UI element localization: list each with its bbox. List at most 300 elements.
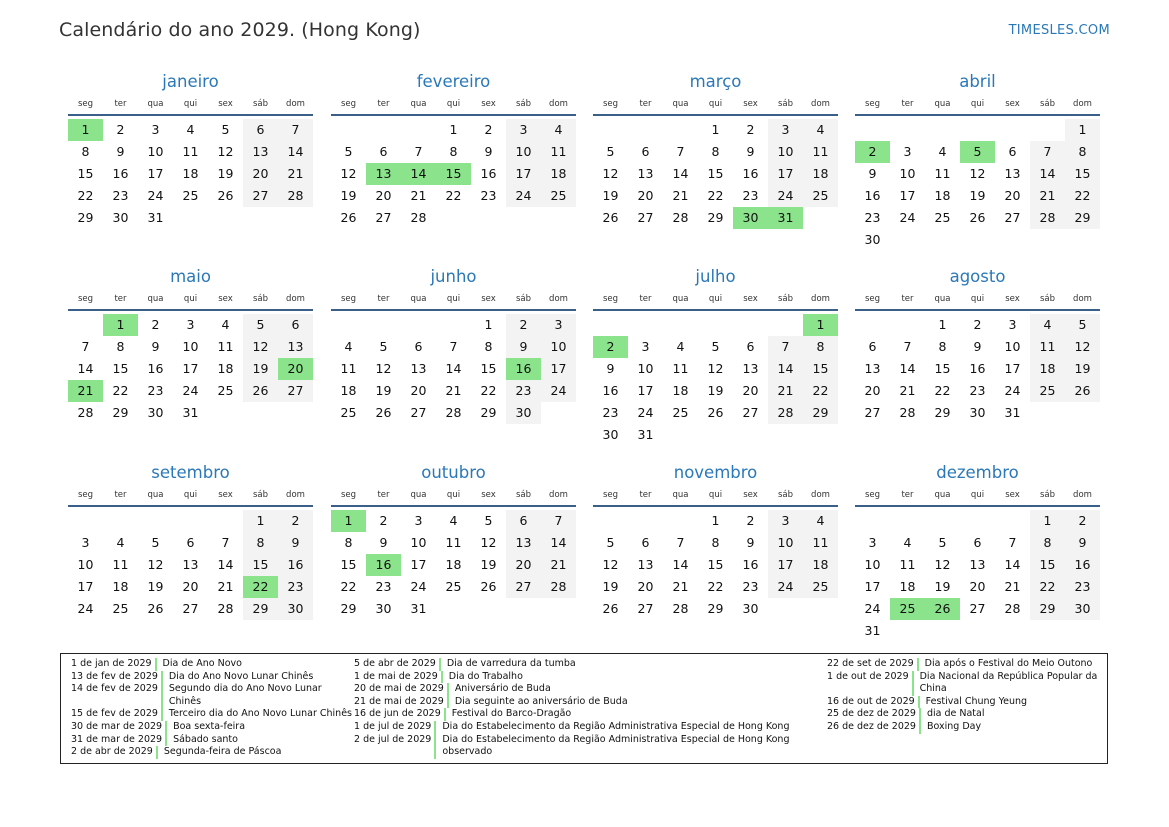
holiday-marker [444,708,446,721]
day-cell: 6 [414,339,423,354]
day-cell: 6 [973,535,982,550]
day-cell: 13 [410,361,427,376]
day-cell: 25 [934,210,951,225]
day-cell: 6 [379,144,388,159]
holiday-name: Dia de varredura da tumba [446,658,576,669]
day-cell: 20 [410,383,427,398]
month-title: abril [959,72,996,91]
day-cell: 12 [969,166,986,181]
day-cell: 23 [375,579,392,594]
day-cell: 25 [182,188,199,203]
day-cell: 16 [864,188,881,203]
empty-cell [628,510,663,532]
day-cell: 12 [707,361,724,376]
empty-cell [995,510,1030,532]
day-cell: 24 [182,383,199,398]
day-cell: 11 [445,535,462,550]
day-cell: 19 [243,358,278,380]
day-cell: 17 [541,358,576,380]
empty-cell [890,314,925,336]
day-cell: 4 [803,510,838,532]
day-grid [855,510,1100,642]
day-cell: 18 [934,188,951,203]
day-cell: 6 [641,144,650,159]
month-title: agosto [949,267,1006,286]
empty-cell [366,119,401,141]
legend-row [71,683,356,708]
day-cell: 12 [602,557,619,572]
holiday-day-cell: 16 [366,554,401,576]
day-cell: 11 [934,166,951,181]
day-cell: 2 [116,122,125,137]
day-cell: 3 [414,513,423,528]
day-cell: 27 [637,210,654,225]
weekday-label: seg [77,490,94,500]
day-cell: 29 [803,402,838,424]
day-cell: 6 [641,535,650,550]
holiday-day-cell: 30 [733,207,768,229]
day-cell: 18 [803,554,838,576]
day-cell: 10 [768,532,803,554]
day-cell: 28 [899,405,916,420]
holiday-day-cell: 1 [803,314,838,336]
weekday-label: sáb [252,294,269,304]
day-cell: 27 [375,210,392,225]
day-cell: 16 [278,554,313,576]
holiday-day-cell: 16 [506,358,541,380]
day-cell: 9 [973,339,982,354]
day-cell: 18 [899,579,916,594]
weekday-label: qui [183,99,198,109]
month-title: maio [170,267,211,286]
holiday-date: 16 de out de 2029 [827,695,915,707]
empty-cell [208,510,243,532]
day-cell: 31 [182,405,199,420]
day-cell: 5 [379,339,388,354]
weekday-label: sex [218,490,233,500]
weekday-label: dom [811,99,830,109]
weekday-label: qui [970,294,985,304]
month-title: janeiro [162,72,219,91]
day-cell: 25 [803,576,838,598]
day-cell: 27 [637,601,654,616]
day-cell: 10 [77,557,94,572]
holiday-date: 13 de fev de 2029 [71,670,158,682]
day-cell: 9 [746,144,755,159]
day-cell: 8 [803,336,838,358]
day-cell: 9 [151,339,160,354]
day-cell: 3 [541,314,576,336]
holiday-name: Segunda-feira de Páscoa [163,746,282,758]
day-cell: 9 [484,144,493,159]
weekday-label: dom [286,294,305,304]
empty-cell [1030,119,1065,141]
holiday-marker [439,658,441,671]
weekday-label: ter [639,294,652,304]
day-cell: 29 [112,405,129,420]
holiday-name: Dia do Ano Novo Lunar Chinês [168,670,314,682]
holiday-day-cell: 20 [278,358,313,380]
day-cell: 22 [480,383,497,398]
day-cell: 15 [1030,554,1065,576]
day-cell: 27 [278,380,313,402]
day-cell: 7 [221,535,230,550]
weekday-label: qui [446,294,461,304]
holiday-name: Dia Nacional da República Popular da China [919,670,1098,695]
day-cell: 17 [77,579,94,594]
empty-cell [628,314,663,336]
weekday-label: qua [672,490,689,500]
holiday-day-cell: 26 [925,598,960,620]
empty-cell [855,314,890,336]
day-cell: 10 [637,361,654,376]
day-cell: 13 [243,141,278,163]
weekday-label: ter [114,490,127,500]
day-cell: 19 [480,557,497,572]
day-cell: 7 [541,510,576,532]
day-cell: 10 [864,557,881,572]
day-cell: 22 [340,579,357,594]
empty-cell [593,314,628,336]
weekday-label: seg [602,490,619,500]
weekday-label: dom [811,294,830,304]
day-cell: 20 [637,188,654,203]
day-cell: 11 [1030,336,1065,358]
day-cell: 30 [602,427,619,442]
day-cell: 27 [410,405,427,420]
holiday-date: 5 de abr de 2029 [354,658,436,669]
day-cell: 18 [803,163,838,185]
weekday-label: qua [410,99,427,109]
weekday-label: dom [549,294,568,304]
holiday-day-cell: 31 [768,207,803,229]
holiday-day-cell: 13 [366,163,401,185]
month-março [593,72,838,229]
day-cell: 23 [278,576,313,598]
empty-cell [960,510,995,532]
day-cell: 12 [1065,336,1100,358]
day-cell: 13 [637,557,654,572]
brand-link[interactable]: TIMESLES.COM [1008,23,1110,38]
weekday-label: dom [811,490,830,500]
holiday-day-cell: 2 [855,141,890,163]
weekday-header [68,289,313,311]
empty-cell [890,119,925,141]
empty-cell [366,314,401,336]
month-outubro [331,463,576,620]
day-cell: 2 [1065,510,1100,532]
day-cell: 8 [1030,532,1065,554]
weekday-label: qua [410,490,427,500]
day-cell: 26 [340,210,357,225]
day-cell: 17 [637,383,654,398]
month-title: março [689,72,742,91]
day-cell: 22 [445,188,462,203]
day-cell: 14 [217,557,234,572]
day-cell: 21 [1004,579,1021,594]
day-cell: 29 [243,598,278,620]
day-cell: 9 [278,532,313,554]
day-cell: 16 [1065,554,1100,576]
day-cell: 30 [112,210,129,225]
day-cell: 26 [707,405,724,420]
day-cell: 11 [899,557,916,572]
month-dezembro [855,463,1100,642]
holiday-marker [912,671,914,696]
weekday-label: qua [672,294,689,304]
day-cell: 9 [506,336,541,358]
empty-cell [103,510,138,532]
day-cell: 10 [899,166,916,181]
day-cell: 13 [278,336,313,358]
day-cell: 7 [1008,535,1017,550]
day-cell: 2 [746,122,755,137]
day-cell: 17 [768,554,803,576]
day-cell: 19 [147,579,164,594]
day-cell: 20 [243,163,278,185]
day-cell: 2 [506,314,541,336]
day-cell: 23 [480,188,497,203]
day-cell: 27 [864,405,881,420]
day-cell: 29 [1030,598,1065,620]
legend-row [354,708,804,721]
empty-cell [960,119,995,141]
weekday-label: sex [1005,99,1020,109]
day-cell: 20 [375,188,392,203]
day-cell: 28 [77,405,94,420]
empty-cell [855,510,890,532]
day-cell: 15 [243,554,278,576]
holiday-marker [165,721,167,734]
day-cell: 26 [480,579,497,594]
empty-cell [925,119,960,141]
empty-cell [593,510,628,532]
day-cell: 28 [672,210,689,225]
holiday-date: 26 de dez de 2029 [827,720,916,732]
empty-cell [173,510,208,532]
legend-column-3 [827,658,1103,734]
day-grid [855,314,1100,424]
day-cell: 2 [484,122,493,137]
day-cell: 15 [77,166,94,181]
day-cell: 8 [1065,141,1100,163]
holiday-day-cell: 15 [436,163,471,185]
day-cell: 24 [410,579,427,594]
day-cell: 15 [1065,163,1100,185]
legend-row [354,721,804,734]
weekday-label: sex [218,294,233,304]
holiday-legend [60,653,1108,764]
holiday-marker [161,671,163,684]
empty-cell [401,119,436,141]
day-cell: 10 [1004,339,1021,354]
holiday-day-cell: 21 [68,380,103,402]
weekday-label: sáb [515,490,532,500]
day-cell: 23 [147,383,164,398]
day-cell: 1 [449,122,458,137]
month-setembro [68,463,313,620]
weekday-label: qui [708,99,723,109]
day-cell: 3 [868,535,877,550]
month-abril [855,72,1100,251]
holiday-marker [918,696,920,709]
day-cell: 5 [711,339,720,354]
day-cell: 18 [541,163,576,185]
day-cell: 22 [803,380,838,402]
day-cell: 25 [112,601,129,616]
day-cell: 14 [672,166,689,181]
day-cell: 22 [112,383,129,398]
day-cell: 30 [864,232,881,247]
day-cell: 19 [217,166,234,181]
holiday-day-cell: 14 [401,163,436,185]
day-cell: 28 [768,402,803,424]
weekday-label: dom [1073,99,1092,109]
day-cell: 19 [969,188,986,203]
weekday-label: dom [286,490,305,500]
day-cell: 27 [506,576,541,598]
holiday-marker [165,734,167,747]
day-cell: 1 [711,513,720,528]
day-grid [68,314,313,424]
day-cell: 1 [938,317,947,332]
day-grid [593,510,838,620]
day-cell: 26 [147,601,164,616]
day-cell: 30 [278,598,313,620]
day-cell: 1 [1030,510,1065,532]
day-cell: 21 [1030,185,1065,207]
month-title: novembro [673,463,758,482]
day-cell: 23 [742,579,759,594]
weekday-label: qui [708,294,723,304]
day-cell: 24 [147,188,164,203]
empty-cell [436,314,471,336]
day-cell: 14 [278,141,313,163]
day-grid [331,119,576,229]
day-cell: 20 [742,383,759,398]
day-cell: 10 [410,535,427,550]
holiday-name: Dia do Estabelecimento da Região Administrativa Especial de Hong Kong [442,720,790,732]
day-cell: 13 [506,532,541,554]
weekday-header [593,485,838,507]
day-cell: 3 [768,510,803,532]
month-fevereiro [331,72,576,229]
legend-row [354,734,804,759]
day-cell: 22 [1030,576,1065,598]
day-cell: 12 [375,361,392,376]
weekday-header [331,485,576,507]
empty-cell [663,314,698,336]
weekday-label: sáb [1039,490,1056,500]
weekday-label: qui [183,490,198,500]
day-cell: 7 [1030,141,1065,163]
day-cell: 27 [243,185,278,207]
day-cell: 8 [711,144,720,159]
month-novembro [593,463,838,620]
day-cell: 16 [480,166,497,181]
weekday-label: ter [901,99,914,109]
holiday-day-cell: 5 [960,141,995,163]
holiday-name: Terceiro dia do Ano Novo Lunar Chinês [168,708,352,720]
day-cell: 24 [1004,383,1021,398]
day-cell: 26 [243,380,278,402]
day-cell: 14 [541,532,576,554]
day-cell: 28 [672,601,689,616]
day-cell: 17 [506,163,541,185]
day-cell: 25 [803,185,838,207]
weekday-label: ter [377,294,390,304]
holiday-marker [919,721,921,734]
day-cell: 26 [217,188,234,203]
weekday-label: sáb [1039,294,1056,304]
day-cell: 22 [77,188,94,203]
day-cell: 19 [602,188,619,203]
weekday-label: seg [864,294,881,304]
day-cell: 6 [243,119,278,141]
day-cell: 30 [969,405,986,420]
legend-row [354,683,804,696]
holiday-name: Boa sexta-feira [173,720,246,732]
day-cell: 10 [506,141,541,163]
weekday-label: qui [183,294,198,304]
day-cell: 25 [672,405,689,420]
day-cell: 14 [77,361,94,376]
day-cell: 14 [672,557,689,572]
day-cell: 17 [147,166,164,181]
day-cell: 16 [112,166,129,181]
day-cell: 20 [969,579,986,594]
weekday-label: sáb [515,99,532,109]
day-cell: 12 [480,535,497,550]
holiday-name: Festival do Barco-Dragão [451,708,572,720]
day-cell: 12 [934,557,951,572]
day-cell: 3 [151,122,160,137]
day-cell: 1 [484,317,493,332]
day-cell: 11 [112,557,129,572]
weekday-label: qua [147,99,164,109]
day-cell: 19 [707,383,724,398]
legend-column-2 [354,658,804,759]
day-cell: 4 [1030,314,1065,336]
day-cell: 4 [938,144,947,159]
day-cell: 11 [541,141,576,163]
day-cell: 25 [541,185,576,207]
empty-cell [331,119,366,141]
day-cell: 6 [186,535,195,550]
day-cell: 6 [506,510,541,532]
day-cell: 4 [903,535,912,550]
day-grid [331,314,576,424]
holiday-name: Dia do Trabalho [448,670,523,682]
weekday-label: ter [901,490,914,500]
weekday-label: qua [934,99,951,109]
day-cell: 14 [445,361,462,376]
legend-row [827,671,1103,696]
day-cell: 4 [541,119,576,141]
holiday-marker [917,658,919,671]
day-cell: 22 [934,383,951,398]
holiday-day-cell: 1 [68,119,103,141]
day-cell: 7 [676,535,685,550]
day-cell: 10 [768,141,803,163]
weekday-label: ter [114,99,127,109]
legend-row [827,721,1103,734]
day-cell: 20 [864,383,881,398]
weekday-label: seg [77,294,94,304]
empty-cell [401,314,436,336]
weekday-label: qui [970,99,985,109]
day-cell: 12 [340,166,357,181]
